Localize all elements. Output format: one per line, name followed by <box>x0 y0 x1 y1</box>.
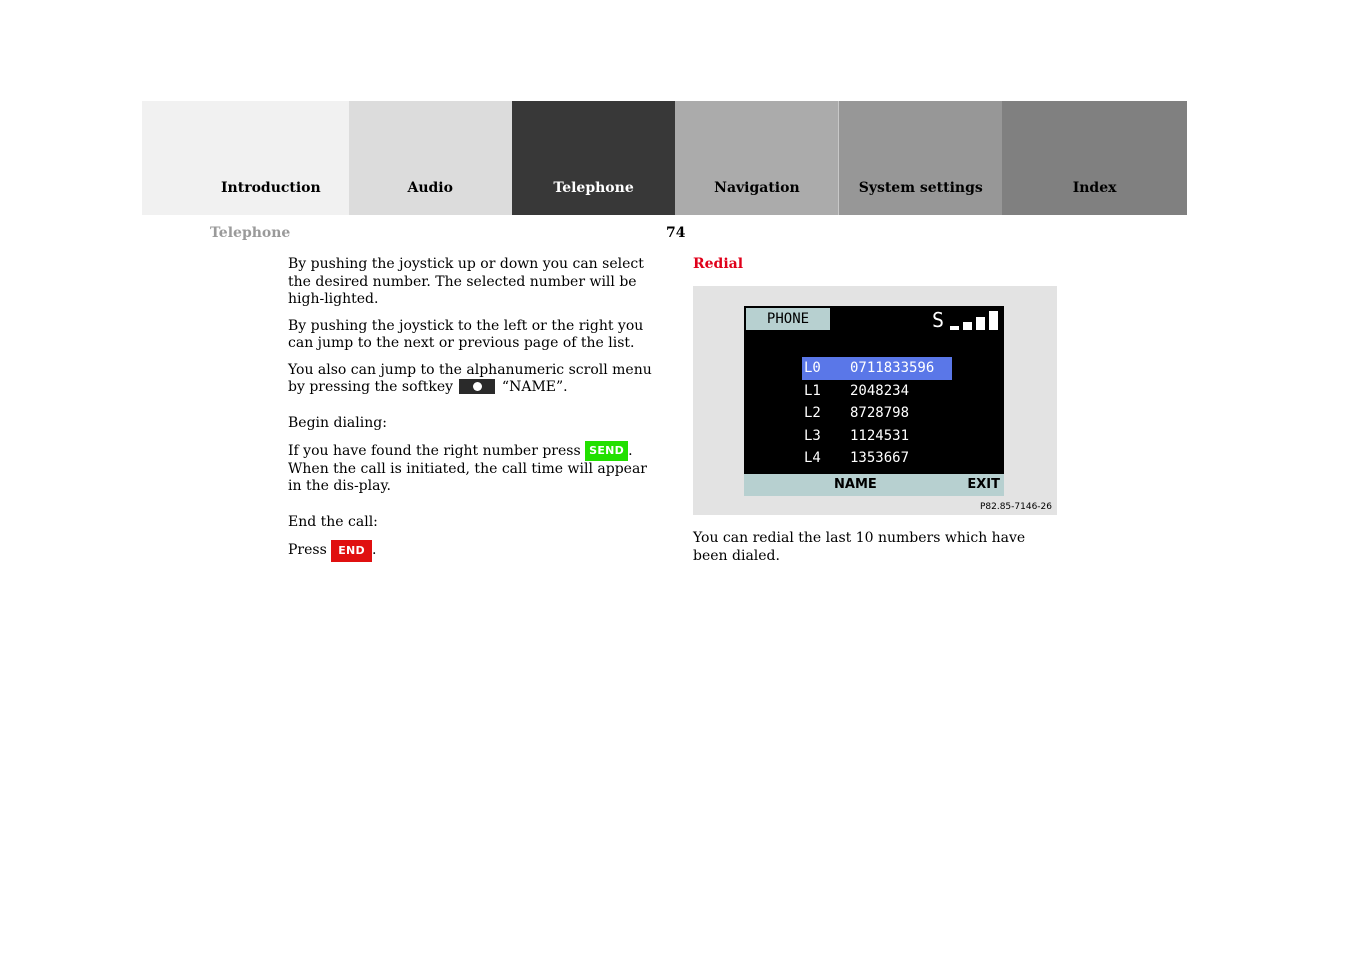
phone-display <box>744 306 1004 496</box>
tab-label: Audio <box>407 180 453 196</box>
paragraph-text: . When the call is initiated, the call time will appear in the dis-play. <box>288 443 647 494</box>
list-item[interactable] <box>802 447 952 470</box>
list-item-number: 0711833596 <box>850 360 935 377</box>
redial-heading: Redial <box>693 256 744 272</box>
list-item-id: L4 <box>804 450 821 467</box>
paragraph-press-end <box>288 540 653 562</box>
left-column <box>288 256 653 571</box>
paragraph-text: You also can jump to the alphanumeric scroll menu by pressing the softkey <box>288 361 652 395</box>
tab-navigation[interactable] <box>675 101 839 215</box>
list-item-number: 8728798 <box>850 405 910 422</box>
list-item-id: L0 <box>804 360 821 377</box>
section-label: Telephone <box>210 225 291 241</box>
list-item[interactable] <box>802 425 952 448</box>
list-item-number: 1353667 <box>850 450 910 467</box>
display-header: PHONE <box>746 308 830 330</box>
list-item-id: L3 <box>804 427 821 444</box>
name-softkey[interactable]: NAME <box>834 477 877 492</box>
paragraph-page-jump: By pushing the joystick to the left or the right you can jump to the next or previous page of the list. <box>288 317 644 351</box>
list-item-id: L2 <box>804 405 821 422</box>
redial-list <box>802 357 952 470</box>
signal-strength-icon <box>932 308 998 330</box>
list-item-id: L1 <box>804 382 821 399</box>
list-item-number: 1124531 <box>850 427 910 444</box>
exit-softkey[interactable]: EXIT <box>967 477 1000 492</box>
tab-system-settings[interactable] <box>839 101 1002 215</box>
signal-bar <box>963 322 972 330</box>
heading-begin-dialing: Begin dialing: <box>288 414 387 431</box>
signal-symbol: S <box>931 308 944 332</box>
send-key-icon: SEND <box>585 441 628 461</box>
signal-bar <box>989 311 998 330</box>
right-column <box>693 256 1058 274</box>
paragraph-scroll-menu <box>288 362 653 397</box>
list-item[interactable] <box>802 402 952 425</box>
list-item[interactable] <box>802 357 952 380</box>
paragraph-send <box>288 441 653 496</box>
page-number: 74 <box>666 225 686 241</box>
tab-label: Navigation <box>714 180 800 196</box>
paragraph-text: “NAME”. <box>501 379 568 395</box>
end-key-icon: END <box>331 540 372 562</box>
heading-end-call: End the call: <box>288 513 378 530</box>
chapter-tab-bar <box>142 101 1187 215</box>
paragraph-text: If you have found the right number press <box>288 443 581 459</box>
paragraph-select-number: By pushing the joystick up or down you can select the desired number. The selected number will be high-lighted. <box>288 256 644 307</box>
tab-introduction[interactable] <box>142 101 349 215</box>
tab-telephone[interactable] <box>512 101 676 215</box>
softkey-icon <box>459 379 495 394</box>
paragraph-text: Press <box>288 542 327 558</box>
redial-caption: You can redial the last 10 numbers which have been dialed. <box>693 530 1026 564</box>
tab-label: Introduction <box>221 180 321 196</box>
list-item[interactable] <box>802 380 952 403</box>
softkey-bar <box>744 474 1004 496</box>
signal-bar <box>950 326 959 330</box>
tab-audio[interactable] <box>349 101 512 215</box>
tab-index[interactable] <box>1002 101 1187 215</box>
tab-label: Index <box>1072 180 1117 196</box>
redial-screen-figure <box>693 286 1057 515</box>
tab-label: Telephone <box>553 180 634 196</box>
tab-label: System settings <box>858 180 983 196</box>
paragraph-text: . <box>372 542 377 558</box>
signal-bar <box>976 317 985 330</box>
figure-code: P82.85-7146-26 <box>979 502 1052 512</box>
list-item-number: 2048234 <box>850 382 910 399</box>
